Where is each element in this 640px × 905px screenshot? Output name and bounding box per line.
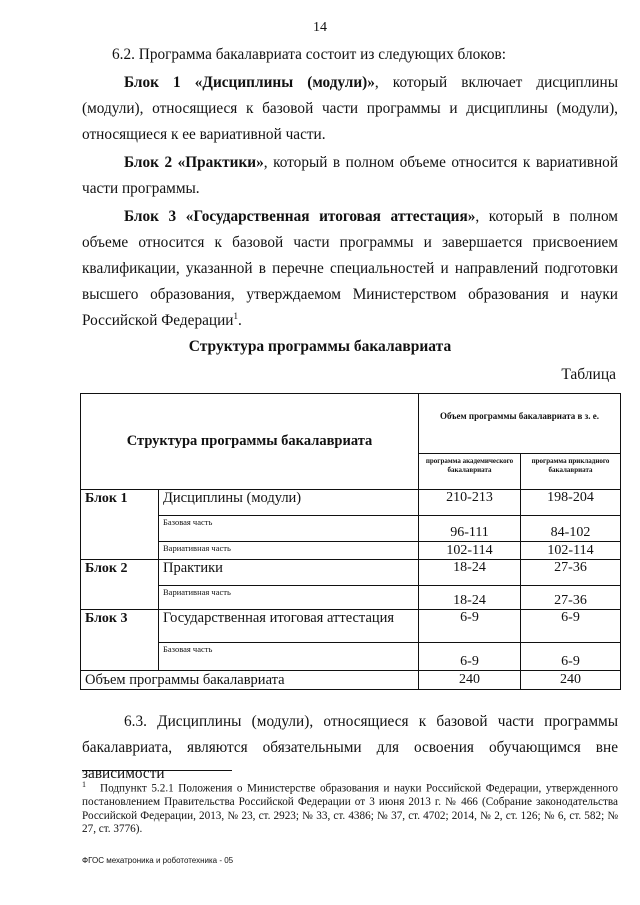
total-label: Объем программы бакалавриата: [81, 671, 419, 690]
table-row: [81, 490, 621, 516]
value-academic: 18-24: [419, 560, 521, 586]
block-label: Блок 2: [81, 560, 159, 610]
table-row: [81, 542, 621, 560]
block-label: Блок 3: [81, 610, 159, 671]
intro-paragraph: 6.2. Программа бакалавриата состоит из следующих блоков:: [112, 46, 507, 63]
value-applied: 198-204: [521, 490, 621, 516]
table-header-volume: Объем программы бакалавриата в з. е.: [419, 394, 621, 454]
value-applied: 27-36: [521, 586, 621, 610]
table-row: [81, 643, 621, 671]
table-header-structure: Структура программы бакалавриата: [81, 394, 419, 490]
value-academic: 96-111: [419, 516, 521, 542]
value-academic: 18-24: [419, 586, 521, 610]
value-academic: 6-9: [419, 610, 521, 643]
value-applied: 102-114: [521, 542, 621, 560]
paragraph-6-3: 6.3. Дисциплины (модули), относящиеся к базовой части программы бакалавриата, являются обязательными для освоения обучающимся вне зависимости: [82, 713, 618, 782]
page-footer: ФГОС мехатроника и робототехника - 05: [82, 856, 234, 865]
block3-text: , который в полном объеме относится к базовой части программы и завершается присвоением квалификации, указанной в перечне специальностей и направлений подготовки высшего образования, утверждаемом Министерством образования и науки Российской Федерации: [82, 208, 618, 329]
page-number: 14: [313, 20, 327, 35]
row-name: Вариативная часть: [159, 586, 419, 610]
table-row: [81, 610, 621, 643]
row-name: Базовая часть: [159, 643, 419, 671]
table-row-total: [81, 671, 621, 690]
footnote-separator: [82, 770, 232, 771]
row-name: Базовая часть: [159, 516, 419, 542]
block1-title: Блок 1 «Дисциплины (модули)»: [124, 74, 375, 91]
footnote: [82, 778, 618, 837]
table-caption: Структура программы бакалавриата: [188, 338, 452, 355]
value-academic: 6-9: [419, 643, 521, 671]
block3-paragraph: [82, 204, 618, 334]
value-academic: 102-114: [419, 542, 521, 560]
row-name: Дисциплины (модули): [159, 490, 419, 516]
program-structure-table: [80, 393, 621, 690]
row-name: Практики: [159, 560, 419, 586]
table-label: Таблица: [561, 366, 616, 383]
value-applied: 27-36: [521, 560, 621, 586]
footnote-marker: 1: [82, 780, 86, 789]
block1-paragraph: [82, 70, 618, 148]
block2-paragraph: [82, 150, 618, 202]
table-row: [81, 516, 621, 542]
value-academic: 210-213: [419, 490, 521, 516]
total-applied: 240: [521, 671, 621, 690]
table-row: [81, 560, 621, 586]
block3-title: Блок 3 «Государственная итоговая аттестация»: [124, 208, 476, 225]
block3-text-end: .: [237, 312, 242, 329]
value-applied: 84-102: [521, 516, 621, 542]
block-label: Блок 1: [81, 490, 159, 560]
table-header-academic: программа академического бакалавриата: [419, 454, 521, 490]
row-name: Вариативная часть: [159, 542, 419, 560]
value-applied: 6-9: [521, 610, 621, 643]
block2-title: Блок 2 «Практики»: [124, 154, 264, 171]
footnote-text: Подпункт 5.2.1 Положения о Министерстве образования и науки Российской Федерации, утвержденного постановлением Правительства Российской Федерации от 3 июня 2013 г. № 466 (Собрание законодательства Российской Федерации, 2013, № 23, ст. 2923; № 33, ст. 4386; № 37, ст. 4702; 2014, № 2, ст. 126; № 6, ст. 582; № 27, ст. 3776).: [82, 782, 618, 836]
row-name: Государственная итоговая аттестация: [159, 610, 419, 643]
table-row: [81, 586, 621, 610]
table-header-applied: программа прикладного бакалавриата: [521, 454, 621, 490]
block2-text: , который в полном объеме относится к вариативной части программы.: [82, 154, 619, 197]
footnote-ref: 1: [233, 310, 238, 321]
total-academic: 240: [419, 671, 521, 690]
value-applied: 6-9: [521, 643, 621, 671]
block1-text: , который включает дисциплины (модули), относящиеся к базовой части программы и дисциплины (модули), относящиеся к ее вариативной части.: [82, 74, 618, 143]
